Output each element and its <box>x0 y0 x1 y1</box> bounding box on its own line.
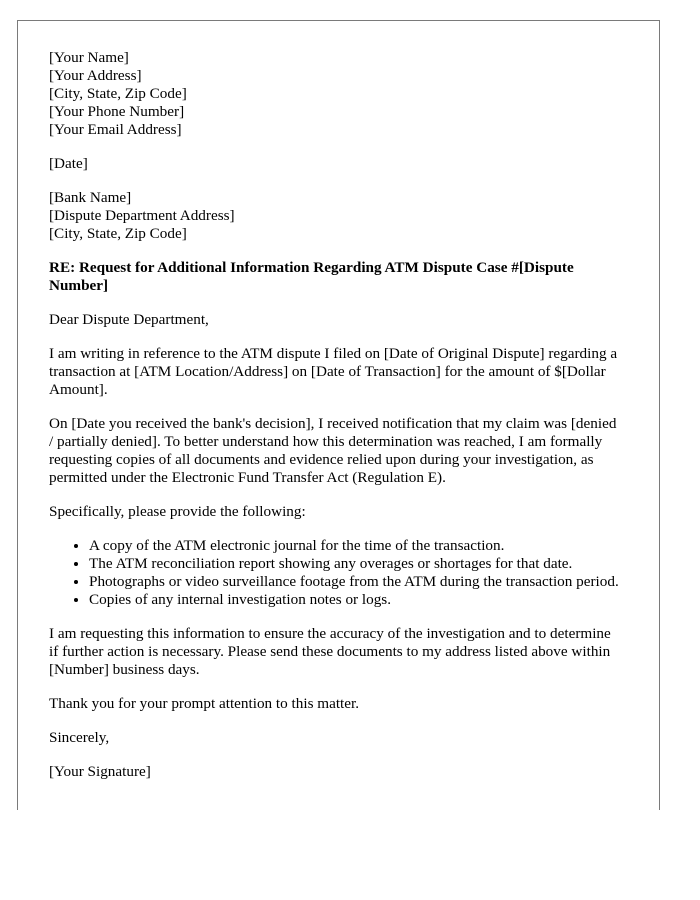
sender-phone: [Your Phone Number] <box>49 103 185 120</box>
recipient-block <box>49 189 619 243</box>
recipient-bank-name: [Bank Name] <box>49 189 132 206</box>
sender-city-state-zip: [City, State, Zip Code] <box>49 85 187 102</box>
paragraph-dispute-reference: I am writing in reference to the ATM dispute I filed on [Date of Original Dispute] regarding a transaction at [ATM Location/Address] on [Date of Transaction] for the amount of $[Dollar Amount]. <box>49 345 618 398</box>
paragraph-thanks: Thank you for your prompt attention to this matter. <box>49 695 360 712</box>
list-item: • Photographs or video surveillance footage from the ATM during the transaction period. <box>89 573 619 591</box>
letter-content <box>49 49 619 797</box>
recipient-city-state-zip: [City, State, Zip Code] <box>49 225 187 242</box>
sender-name: [Your Name] <box>49 49 129 66</box>
salutation: Dear Dispute Department, <box>49 311 209 328</box>
closing: Sincerely, <box>49 729 110 746</box>
sender-email: [Your Email Address] <box>49 121 182 138</box>
letter-page <box>17 20 660 810</box>
date-line: [Date] <box>49 155 88 172</box>
requested-items-list <box>49 537 619 609</box>
paragraph-request: On [Date you received the bank's decision], I received notification that my claim was [denied / partially denied]. To better understand how this determination was reached, I am formally requesting copies of all documents and evidence relied upon during your investigation, as permitted under the Electronic Fund Transfer Act (Regulation E). <box>49 415 617 486</box>
list-item: • Copies of any internal investigation notes or logs. <box>89 591 619 609</box>
signature: [Your Signature] <box>49 763 151 780</box>
sender-address: [Your Address] <box>49 67 142 84</box>
paragraph-specifically: Specifically, please provide the following: <box>49 503 306 520</box>
paragraph-purpose: I am requesting this information to ensure the accuracy of the investigation and to determine if further action is necessary. Please send these documents to my address listed above within [Number] business days. <box>49 625 611 678</box>
recipient-department-address: [Dispute Department Address] <box>49 207 235 224</box>
subject-line: RE: Request for Additional Information Regarding ATM Dispute Case #[Dispute Number] <box>49 259 574 294</box>
list-item: • A copy of the ATM electronic journal for the time of the transaction. <box>89 537 619 555</box>
list-item: • The ATM reconciliation report showing any overages or shortages for that date. <box>89 555 619 573</box>
sender-block <box>49 49 619 139</box>
